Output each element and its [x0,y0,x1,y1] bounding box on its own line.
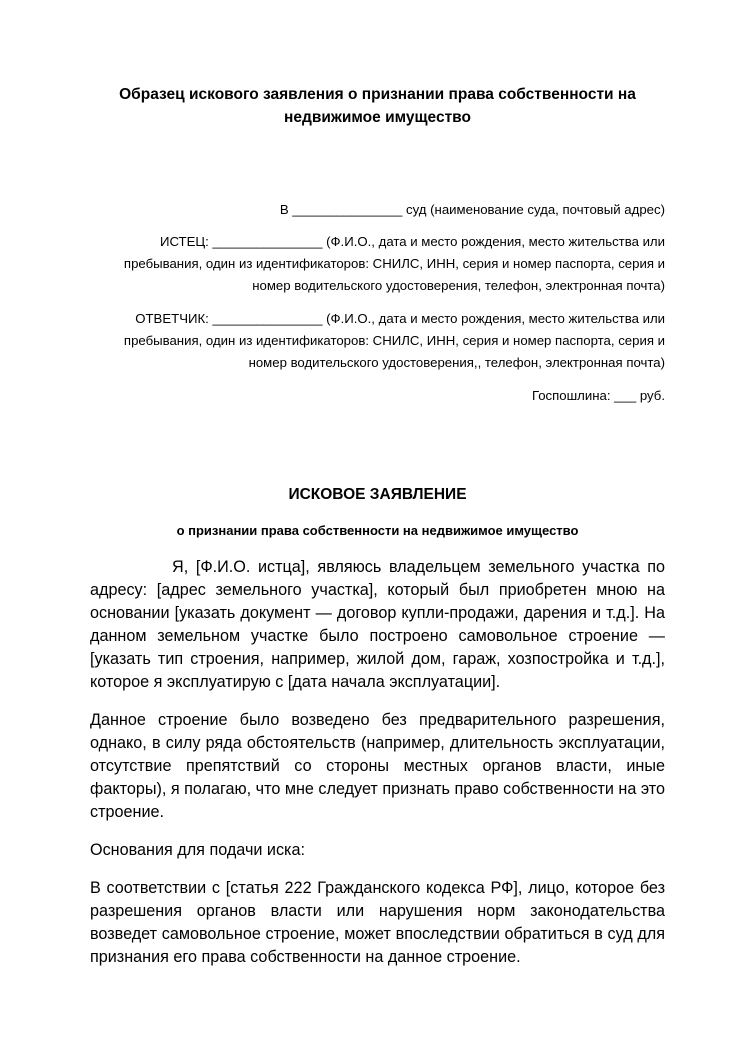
paragraph-justification: Данное строение было возведено без предварительного разрешения, однако, в силу ряда обстоятельств (например, длительность эксплуатации, отсутствие препятствий со стороны местных органов власти, иные факторы), я полагаю, что мне следует признать право собственности на это строение. [90,711,665,821]
claim-title: ИСКОВОЕ ЗАЯВЛЕНИЕ [288,486,467,503]
plaintiff-block: ИСТЕЦ: _______________ (Ф.И.О., дата и место рождения, место жительства или пребывания, один из идентификаторов: СНИЛС, ИНН, серия и номер паспорта, серия и номер водительского удостоверения, телефон, электронная почта) [123,234,665,293]
court-line: В _______________ суд (наименование суда, почтовый адрес) [279,202,665,217]
document-title: Образец искового заявления о признании права собственности на недвижимое имущество [119,86,636,126]
paragraph-ownership: Я, [Ф.И.О. истца], являюсь владельцем земельного участка по адресу: [адрес земельного участка], который был приобретен мною на основании [указать документ — договор купли-продажи, дарения и т.д.]. На данном земельном участке было построено самовольное строение — [указать тип строения, например, жилой дом, гараж, хозпостройка и т.д.], которое я эксплуатирую с [дата начала эксплуатации]. [90,558,665,691]
paragraph-legal-basis: В соответствии с [статья 222 Гражданского кодекса РФ], лицо, которое без разрешения органов власти или нарушения норм законодательства возведет самовольное строение, может впоследствии обратиться в суд для признания его права собственности на данное строение. [90,879,665,966]
claim-subtitle: о признании права собственности на недвижимое имущество [176,523,579,538]
defendant-block: ОТВЕТЧИК: _______________ (Ф.И.О., дата и место рождения, место жительства или пребывания, один из идентификаторов: СНИЛС, ИНН, серия и номер паспорта, серия и номер водительского удостоверения,, телефон, электронная почта) [123,311,665,370]
claim-body [90,556,665,984]
header-block [90,199,665,411]
state-fee-line: Госпошлина: ___ руб. [531,388,665,403]
paragraph-grounds-heading: Основания для подачи иска: [90,841,305,859]
